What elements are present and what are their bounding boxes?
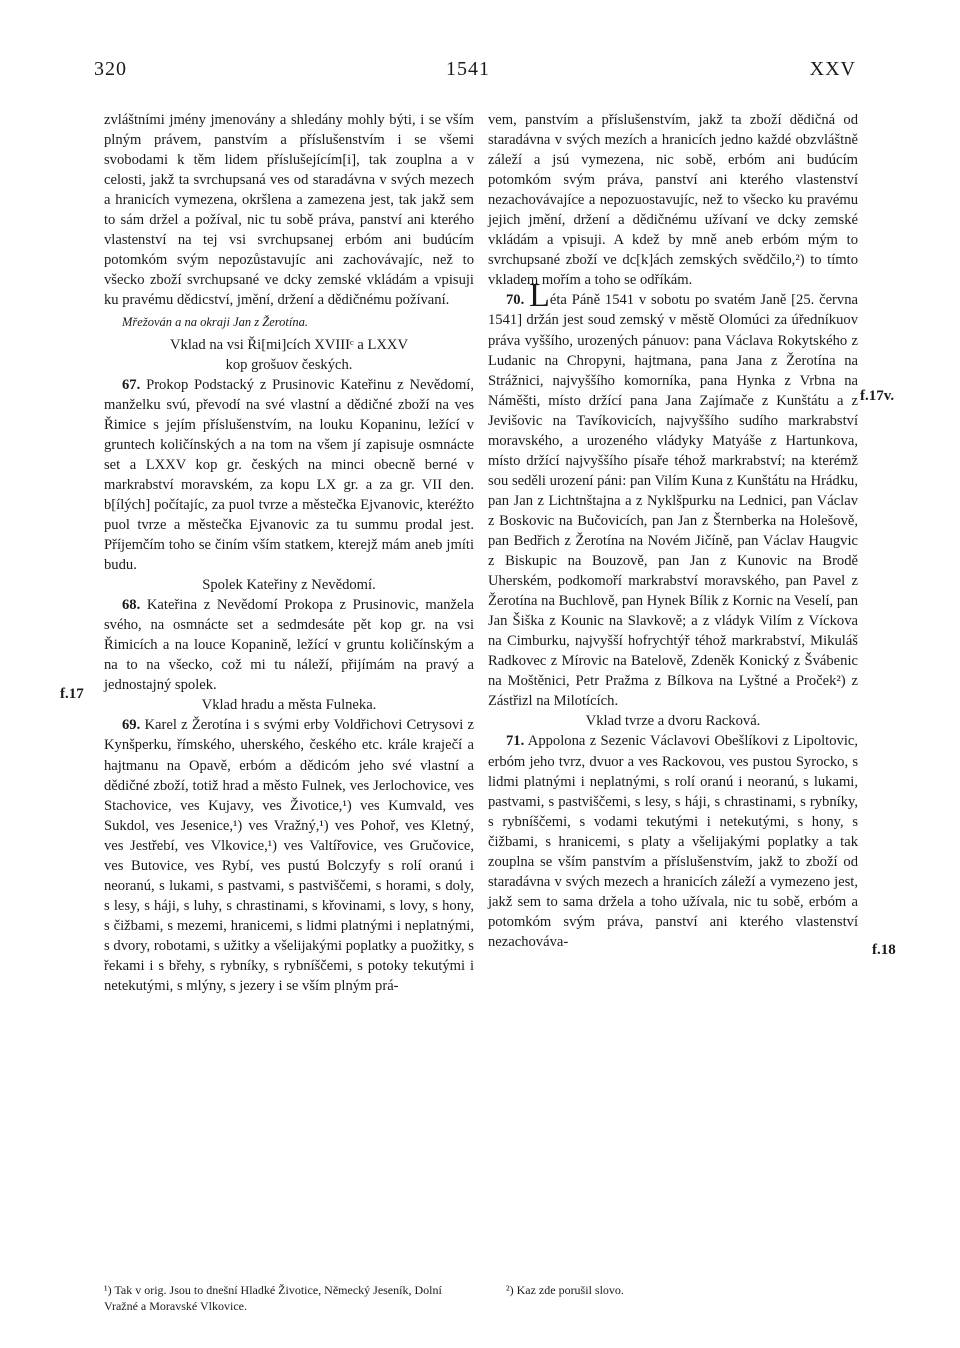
entry-text: Prokop Podstacký z Prusinovic Kateřinu z Nevědomí, manželku svú, převodí na své vlastní a dědičné zboží na ves Řimice s jejím příslušenstvím, na louku Kopaninu, ležící v gruntech količínských a na tom na všem jí zapisuje osmnácte set a LXXV kop gr. českých na minci obecně berné v markrabství moravském, za kopu LX gr. a za gr. VII den. b[ílých] počítajíc, za puol tvrze a městečka Ejvanovic, kteréžto puol tvrze a městečka Ejvanovic za tu summu prodal jest. Příjemčím toho se činím vším statkem, kterejž mám aneb jmíti budu. (104, 376, 474, 574)
entry-number: 70. (506, 292, 525, 309)
entry-text: Appolona z Sezenic Václavovi Obešlíkovi z Lipoltovic, erbóm jeho tvrz, dvuor a ves Rackovou, ves pustou Syrocko, s lidmi platnými i neplatnými, s rolí oranú i neoranú, s lukami, pastvami, s pastviščemi, s lesy, s háji, s chrastinami, s rybníky, s rybníščemi, s vodami tekutými i netekutými, s hony, s čižbami, s hranicemi, s platy a všelijakými poplatky a tak zouplna se vším panstvím a příslušenstvím, jakž to zboží od staradávna v svých mezech a hranicích záleží a vymezeno jest, jakž sem to sama držela a toho užívala, nic tu sobě, erbóm a potomkóm svým práva, panství ani kterého vlastenství nezachováva- (488, 733, 858, 950)
folio-mark-right: f.17v. (860, 388, 895, 404)
entry-number: 68. (122, 597, 141, 614)
footnote: ²) Kaz zde porušil slovo. (506, 1283, 624, 1297)
entry-heading: Vklad tvrze a dvoru Racková. (585, 713, 761, 730)
margin-note: Mřežován a na okraji Jan z Žerotína. (122, 315, 308, 330)
entry-number: 71. (506, 733, 525, 750)
section-numeral: XXV (809, 58, 856, 80)
entry-68 (104, 595, 474, 695)
folio-mark-left: f.17 (60, 686, 84, 702)
entry-67 (104, 375, 474, 575)
page-number: 320 (94, 58, 127, 80)
entry-heading: Vklad hradu a města Fulneka. (201, 697, 377, 714)
entry-heading-line2: kop grošuov českých. (225, 356, 353, 373)
running-year: 1541 (446, 58, 490, 80)
right-column (488, 110, 858, 952)
folio-mark-right: f.18 (872, 942, 896, 958)
entry-text: éta Páně 1541 v sobotu po svatém Janě [25. června 1541] držán jest soud zemský v městě Olomúci za úředníkuov práva vyššího, urozených pánuov: pana Václava Rokytského z Ludanic na Chropyni, hajtmana, pana Jana z Žerotína na Strážnici, najvyššího komorníka, pana Hynka z Vrbna na Náměšti, místo držící pana Jana Zajímače z Kunštátu a z Jevišovic na Tavíkovicích, najvyššího sudího markrabství moravského, a urozeného vládyky Matyáše z Hartunkova, místo držící najvyššího písaře téhož markrabství; na kterémž sou seděli urození páni: pan Vilím Kuna z Kunštátu na Hrádku, pan Jan z Lichtnštajna a z Nyklšpurku na Lednici, pan Václav z Boskovic na Bučovicích, pan Jan z Šternberka na Holešově, pan Bedřich z Žerotína na Novém Jičíně, pan Václav Haugvic z Biskupic na Bouzově, pan Jan z Kunovic na Brodě Uherském, podkomoří markrabství moravského, pan Pavel z Žerotína na Buchlově, pan Hynek Bílik z Kornic na Veselí, pan Jan Šiška z Kounic na Slavkově; a z vládyk Vilím z Víckova na Cimburku, najvyšší hofrychtýř téhož markrabství, Mikuláš Radkovec z Mírovic na Batelově, Zdeněk Konický z Švábenic na Moštěnici, Petr Pražma z Bílkova na Lyštné a Proček²) z Zástřizl na Milotících. (488, 292, 858, 710)
entry-number: 67. (122, 376, 141, 393)
entry-text: Kateřina z Nevědomí Prokopa z Prusinovic, manžela svého, na osmnácte set a sedmdesáte pět kop gr. na vsi Řimicích a na louce Kopanině, ležící v gruntu količínským a na to na všecko, což mi tu náleží, přijímám na pravý a jednostajný spolek. (104, 597, 474, 694)
entry-70 (488, 277, 858, 711)
entry-text: Karel z Žerotína i s svými erby Voldřichovi Cetrysovi z Kynšperku, římského, uherského, českého etc. krále kraječí a hajtmanu na Opavě, erbóm a dědicóm jeho své vlastní a dědičné zboží, totiž hrad a město Fulnek, ves Jerlochovice, ves Stachovice, ves Kujavy, ves Životice,¹) ves Kumvald, ves Sukdol, ves Jesenice,¹) ves Vražný,¹) ves Pohoř, ves Kletný, ves Jestřebí, ves Vlkovice,¹) ves Valtířovice, ves Gručovice, ves Butovice, ves Rybí, ves pustú Bolczyfy s rolí oranú i neoranú, s lukami, s pastvami, s pastviščemi, s horami, s doly, s lesy, s háji, s luhy, s chrastinami, s křovinami, s lovy, s hony, s čižbami, s mezemi, hranicemi, s lidmi platnými i neplatnými, s dvory, robotami, s užitky a všelijakými poplatky a puožitky, s řekami i s břehy, s rybníky, s rybníščemi, s potoky tekutými i netekutými, s mlýny, s jezery i se vším plným prá- (104, 717, 474, 995)
entry-heading: Vklad na vsi Ři[mi]cích XVIIIᶜ a LXXV (170, 336, 408, 353)
continued-paragraph: zvláštními jmény jmenovány a shledány mohly býti, i se vším plným právem, panstvím a příslušenstvím i se všemi svobodami k těm lidem příslušejícím[i], tak zouplna a v celosti, jakž ta svrchupsaná ves od staradávna v svých mezech a hranicích vymezena, okršlena a zamezena jest, tak jakž sem to sám držel a požíval, nic tu sobě práva, panství ani kterého vlastenství na tej vsi svrchupsanej erbóm ani budúcím potomkóm svým nepozůstavujíc ani zachovávajíc, než to všecko zboží svrchupsané ve dcky zemské vkládám a vpisuji ku pravému dědicství, jmění, držení a dědičnému požívaní. (104, 112, 474, 309)
continued-paragraph: vem, panstvím a příslušenstvím, jakž ta zboží dědičná od staradávna v svých mezích a hranicích jedno každé obzvláštně záleží a jsú vymezena, nic sobě, erbóm ani budúcím potomkóm svým práva, panství ani kterého vlastenství nezachovávajíce a nepozuostavujíc, než to všecko ku pravému jejich jmění, držení a dědičnému užívaní ve dcky zemské vkládám a vpisuji. A kdež by mně aneb erbóm mým to svrchupsané zboží ve dc[k]ách zemských svědčilo,²) to tímto vkladem mořím a toho se odříkám. (488, 112, 858, 289)
entry-69 (104, 715, 474, 996)
footnote: ¹) Tak v orig. Jsou to dnešní Hladké Životice, Německý Jeseník, Dolní Vražné a Moravské Vlkovice. (104, 1283, 442, 1313)
left-column (104, 110, 474, 996)
entry-71 (488, 731, 858, 952)
entry-heading: Spolek Kateřiny z Nevědomí. (202, 577, 376, 594)
initial-capital: L (529, 277, 550, 315)
entry-number: 69. (122, 717, 141, 734)
